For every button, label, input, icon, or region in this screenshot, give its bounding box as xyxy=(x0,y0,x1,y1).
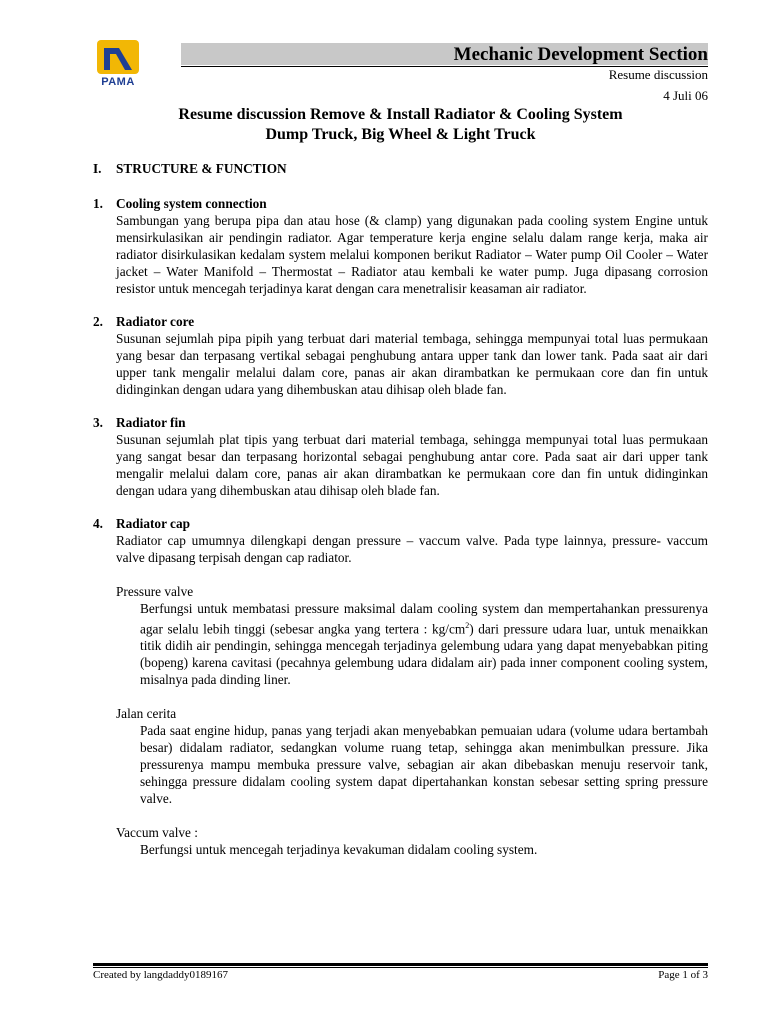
header-date: 4 Juli 06 xyxy=(663,88,708,103)
pressure-valve-text-1: Berfungsi untuk membatasi pressure maksimal dalam cooling system dan mempertahankan pressurenya agar selalu lebih tinggi (sebesar angka yang tertera : kg/cm xyxy=(140,601,708,637)
jalan-cerita-body: Pada saat engine hidup, panas yang terjadi akan menyebabkan pemuaian udara (volume udara bertambah besar) didalam radiator, sedangkan volume ruang tetap, sehingga akan menimbulkan pressure. Jika pressurenya mampu membuka pressure valve, sebagian air akan dibebaskan menuju reservoir tank, sehingga pressure didalam cooling system dapat dipertahankan konstan sebesar setting spring pressure valve. xyxy=(140,723,708,807)
item-body: Susunan sejumlah pipa pipih yang terbuat dari material tembaga, sehingga mempunyai total luas permukaan yang besar dan terpasang vertikal sebagai penghubung antara upper tank dan lower tank. Pada saat air dari upper tank mengalir melalui dalam core, panas air akan dirambatkan ke permukaan core dan fin untuk didinginkan dengan udara yang dihembuskan atau dihisap oleh blade fan. xyxy=(116,331,708,397)
item-body: Radiator cap umumnya dilengkapi dengan pressure – vaccum valve. Pada type lainnya, pressure- vaccum valve dipasang terpisah dengan cap radiator. xyxy=(116,533,708,565)
item-radiator-cap xyxy=(93,515,708,566)
section-number: I. xyxy=(93,161,102,176)
header-title: Mechanic Development Section xyxy=(453,44,708,65)
pressure-valve-text-2: ) dari pressure udara luar, untuk menaikkan titik didih air pendingin, sehingga mencegah terjadinya gelembung udara yang dapat menyebabkan piting (bopeng) karena cavitasi (pecahnya gelembung udara didalam air) pada inner component cooling system, misalnya pada dinding liner. xyxy=(140,621,708,688)
item-number: 2. xyxy=(93,314,103,329)
superscript: 2 xyxy=(465,621,470,630)
footer-divider-thick xyxy=(93,963,708,966)
item-radiator-fin xyxy=(93,414,708,499)
item-title: Radiator fin xyxy=(116,415,186,430)
item-body: Sambungan yang berupa pipa dan atau hose (& clamp) yang digunakan pada cooling system Engine untuk mensirkulasikan air pendingin radiator. Agar temperature kerja engine selalu dalam range kerja, maka air radiator disirkulasikan kedalam system melalui komponen berikut Radiator – Water pump Oil Cooler – Water jacket – Water Manifold – Thermostat – Radiator atau kembali ke water pump. Juga dipasang corrosion resistor untuk mencegah terjadinya karat dengan cara menetralisir keasaman air radiator. xyxy=(116,213,708,296)
footer-page-number: Page 1 of 3 xyxy=(658,969,708,981)
section-heading xyxy=(93,160,708,177)
item-number: 3. xyxy=(93,415,103,430)
logo-text: PAMA xyxy=(101,76,135,88)
vaccum-valve-label: Vaccum valve : xyxy=(116,825,198,841)
section-title: STRUCTURE & FUNCTION xyxy=(116,161,287,176)
doc-title-line2: Dump Truck, Big Wheel & Light Truck xyxy=(265,126,536,143)
item-body: Susunan sejumlah plat tipis yang terbuat dari material tembaga, sehingga mempunyai total luas permukaan yang sangat besar dan terpasang horizontal sebagai penghubung antar core. Pada saat air dari upper tank mengalir melalui dalam core, panas air akan dirambatkan ke permukaan core dan fin untuk didinginkan dengan udara yang dihembuskan atau dihisap oleh blade fan. xyxy=(116,432,708,498)
doc-title-line1: Resume discussion Remove & Install Radiator & Cooling System xyxy=(178,106,623,123)
item-cooling-system-connection xyxy=(93,195,708,297)
item-title: Radiator core xyxy=(116,314,195,329)
item-radiator-core xyxy=(93,313,708,398)
item-title: Cooling system connection xyxy=(116,196,267,211)
vaccum-valve-body: Berfungsi untuk mencegah terjadinya kevakuman didalam cooling system. xyxy=(140,842,538,858)
pressure-valve-label: Pressure valve xyxy=(116,584,194,599)
header-subtitle: Resume discussion xyxy=(608,67,708,82)
jalan-cerita-label: Jalan cerita xyxy=(116,706,177,722)
item-title: Radiator cap xyxy=(116,516,190,531)
item-number: 1. xyxy=(93,196,103,211)
document-body xyxy=(93,160,708,858)
footer-divider-thin xyxy=(93,967,708,968)
item-number: 4. xyxy=(93,516,103,531)
footer-created-by: Created by langdaddy0189167 xyxy=(93,969,229,981)
pressure-valve-body xyxy=(140,600,708,688)
